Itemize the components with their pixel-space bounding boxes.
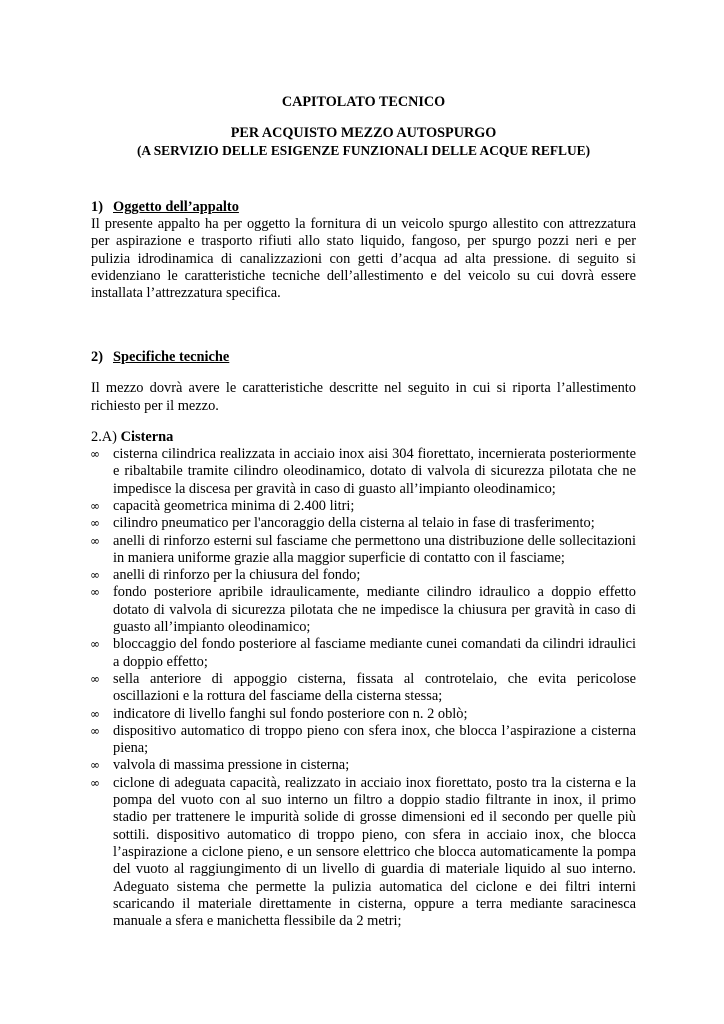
subsection-2a-prefix: 2.A) — [91, 429, 117, 446]
spec-item-text: cilindro pneumatico per l'ancoraggio della cisterna al telaio in fase di trasferimento; — [113, 515, 595, 532]
document-title: CAPITOLATO TECNICO — [281, 94, 446, 110]
infinity-bullet-icon: ∞ — [90, 585, 100, 600]
spec-list-item — [91, 567, 636, 584]
spec-item-text: bloccaggio del fondo posteriore al fasciame mediante cunei comandati da cilindri idraulici a doppio effetto; — [113, 636, 636, 670]
infinity-bullet-icon: ∞ — [90, 516, 100, 531]
document-page — [91, 94, 636, 930]
spec-item-text: cisterna cilindrica realizzata in acciaio inox aisi 304 fiorettato, incernierata posteriormente e ribaltabile tramite cilindro oleodinamico, dotato di valvola di sicurezza pilotata che ne impedisce la discesa per gravità in caso di guasto all’impianto oleodinamico; — [113, 446, 636, 497]
section-1-body: Il presente appalto ha per oggetto la fornitura di un veicolo spurgo allestito con attrezzatura per aspirazione e trasporto rifiuti allo stato liquido, fangoso, per spurgo pozzi neri e per pulizia idrodinamica di canalizzazioni con getti d’acqua ad alta pressione. di seguito si evidenziano le caratteristiche tecniche dell’allestimento e del veicolo su cui dovrà essere installata l’attrezzatura specifica. — [91, 216, 636, 302]
document-subtitle-2: (A SERVIZIO DELLE ESIGENZE FUNZIONALI DELLE ACQUE REFLUE) — [136, 143, 591, 158]
section-2-heading — [91, 348, 636, 366]
spec-item-text: capacità geometrica minima di 2.400 litri; — [113, 497, 355, 514]
subsection-2a-title: Cisterna — [120, 429, 174, 446]
section-2-title: Specifiche tecniche — [113, 349, 230, 366]
infinity-bullet-icon: ∞ — [90, 775, 100, 790]
spec-item-text: fondo posteriore apribile idraulicamente, mediante cilindro idraulico a doppio effetto dotato di valvola di sicurezza pilotata che ne impedisce la chiusura per gravità in caso di guasto all’impianto oleodinamico; — [113, 584, 636, 636]
spec-item-text: dispositivo automatico di troppo pieno con sfera inox, che blocca l’aspirazione a cisterna piena; — [113, 722, 636, 757]
spec-item-text: anelli di rinforzo per la chiusura del fondo; — [113, 567, 361, 584]
section-1-heading — [91, 198, 636, 216]
spec-list-item — [91, 706, 636, 723]
infinity-bullet-icon: ∞ — [90, 447, 100, 462]
spec-item-text: anelli di rinforzo esterni sul fasciame che permettono una distribuzione delle sollecitazioni in maniera uniforme grazie alla maggior superficie di contatto con il fasciame; — [113, 532, 636, 566]
spec-item-text: ciclone di adeguata capacità, realizzato in acciaio inox fiorettato, posto tra la cisterna e la pompa del vuoto con al suo interno un filtro a doppio stadio filtrante in inox, il primo stadio per trattenere le impurità solide di grosse dimensioni ed il secondo per quelle più sottili. dispositivo automatico di troppo pieno, con sfera in acciaio inox, che blocca l’aspirazione a ciclone pieno, e un sensore elettrico che blocca automaticamente la pompa del vuoto al raggiungimento di un livello di guardia di materiale liquido al suo interno. Adeguato sistema che permette la pulizia automatica del ciclone e dei filtri interni scaricando il materiale direttamente in cisterna, oppure a terra mediante saracinesca manuale a sfera e manichetta flessibile da 2 metri; — [113, 774, 636, 930]
subsection-2a-heading — [91, 428, 636, 446]
infinity-bullet-icon: ∞ — [90, 706, 100, 721]
spec-list-item — [91, 533, 636, 568]
infinity-bullet-icon: ∞ — [90, 498, 100, 513]
spec-list-item — [91, 446, 636, 498]
infinity-bullet-icon: ∞ — [90, 723, 100, 738]
section-2-body: Il mezzo dovrà avere le caratteristiche descritte nel seguito in cui si riporta l’allestimento richiesto per il mezzo. — [91, 380, 636, 414]
spec-list-item — [91, 723, 636, 758]
spec-list-item — [91, 671, 636, 706]
infinity-bullet-icon: ∞ — [90, 637, 100, 652]
spec-list-item — [91, 636, 636, 671]
cisterna-spec-list — [91, 446, 636, 930]
document-subtitle: PER ACQUISTO MEZZO AUTOSPURGO — [230, 125, 497, 141]
spec-item-text: valvola di massima pressione in cisterna; — [113, 757, 350, 774]
spec-item-text: sella anteriore di appoggio cisterna, fissata al controtelaio, che evita pericolose oscillazioni e la rottura del fasciame della cisterna stessa; — [113, 670, 636, 705]
section-2-number: 2) — [91, 349, 103, 366]
spec-list-item — [91, 775, 636, 931]
spec-list-item — [91, 515, 636, 532]
infinity-bullet-icon: ∞ — [90, 533, 100, 548]
section-1-title: Oggetto dell’appalto — [113, 199, 239, 215]
infinity-bullet-icon: ∞ — [90, 758, 100, 773]
infinity-bullet-icon: ∞ — [90, 568, 100, 583]
spec-list-item — [91, 757, 636, 774]
spec-item-text: indicatore di livello fanghi sul fondo posteriore con n. 2 oblò; — [113, 705, 468, 722]
infinity-bullet-icon: ∞ — [90, 671, 100, 686]
spec-list-item — [91, 584, 636, 636]
section-1-number: 1) — [91, 199, 103, 215]
spec-list-item — [91, 498, 636, 515]
